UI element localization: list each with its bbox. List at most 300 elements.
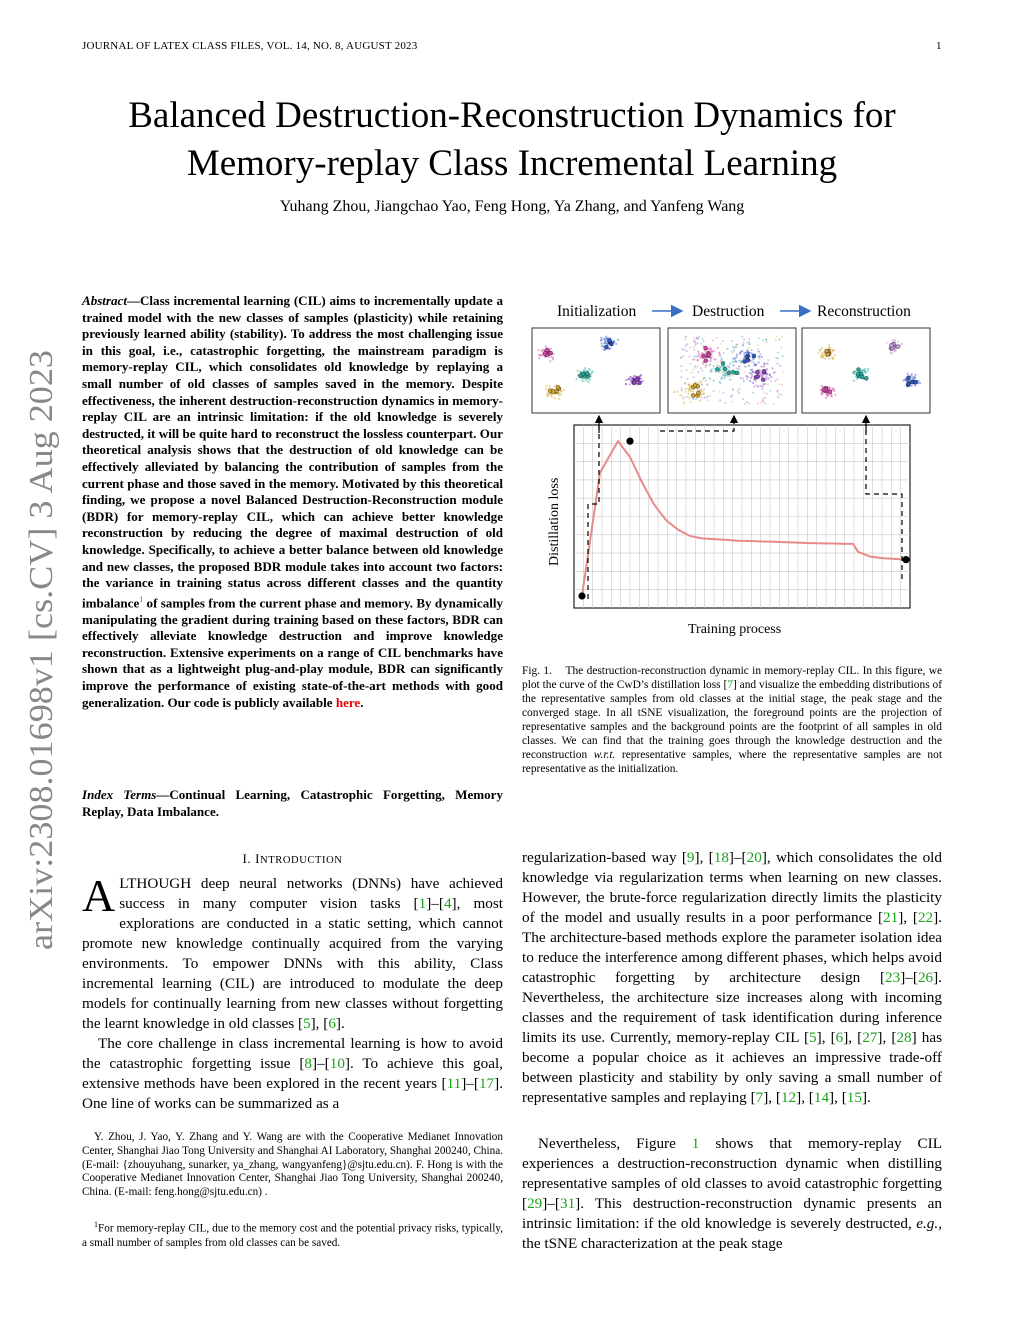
tsne-background-point bbox=[721, 358, 723, 360]
tsne-background-point bbox=[825, 397, 827, 399]
tsne-background-point bbox=[904, 378, 906, 380]
tsne-background-point bbox=[719, 399, 721, 401]
tsne-background-point bbox=[690, 401, 692, 403]
tsne-background-point bbox=[742, 398, 744, 400]
tsne-background-point bbox=[773, 403, 775, 405]
citation-sep: ]–[ bbox=[728, 849, 747, 866]
tsne-background-point bbox=[828, 358, 830, 360]
tsne-background-point bbox=[718, 371, 720, 373]
citation-link[interactable]: 7 bbox=[755, 1089, 764, 1106]
tsne-background-point bbox=[775, 357, 777, 359]
tsne-representative-point bbox=[551, 389, 555, 393]
tsne-background-point bbox=[538, 354, 540, 356]
tsne-background-point bbox=[755, 384, 757, 386]
stage-label-reconstruction: Reconstruction bbox=[817, 303, 911, 320]
tsne-background-point bbox=[763, 392, 765, 394]
tsne-background-point bbox=[760, 402, 762, 404]
tsne-representative-point bbox=[745, 359, 749, 363]
tsne-background-point bbox=[776, 336, 778, 338]
tsne-background-point bbox=[730, 396, 732, 398]
footnote-mark: 1 bbox=[94, 1220, 98, 1229]
tsne-background-point bbox=[867, 369, 869, 371]
tsne-background-point bbox=[690, 363, 692, 365]
tsne-background-point bbox=[551, 396, 553, 398]
tsne-background-point bbox=[757, 385, 759, 387]
citation-sep: ], [ bbox=[694, 849, 714, 866]
footnote-1 bbox=[82, 1218, 503, 1250]
tsne-background-point bbox=[749, 380, 751, 382]
citation-link[interactable]: 8 bbox=[304, 1055, 312, 1072]
tsne-background-point bbox=[907, 373, 909, 375]
tsne-background-point bbox=[750, 369, 752, 371]
tsne-background-point bbox=[829, 387, 831, 389]
tsne-background-point bbox=[608, 348, 610, 350]
tsne-representative-point bbox=[822, 388, 826, 392]
figure-caption bbox=[522, 664, 942, 776]
tsne-background-point bbox=[577, 370, 579, 372]
tsne-background-point bbox=[760, 366, 762, 368]
tsne-background-point bbox=[704, 377, 706, 379]
tsne-background-point bbox=[765, 383, 767, 385]
tsne-background-point bbox=[914, 374, 916, 376]
tsne-background-point bbox=[684, 383, 686, 385]
citation-link[interactable]: 11 bbox=[446, 1075, 462, 1092]
citation-sep: ]–[ bbox=[461, 1075, 479, 1092]
tsne-background-point bbox=[713, 350, 715, 352]
tsne-background-point bbox=[695, 398, 697, 400]
tsne-background-point bbox=[713, 380, 715, 382]
tsne-background-point bbox=[603, 342, 605, 344]
tsne-background-point bbox=[732, 347, 734, 349]
tsne-background-point bbox=[716, 365, 718, 367]
y-axis-label: Distillation loss bbox=[547, 477, 562, 566]
tsne-background-point bbox=[752, 382, 754, 384]
tsne-background-point bbox=[640, 374, 642, 376]
tsne-background-point bbox=[768, 378, 770, 380]
tsne-background-point bbox=[757, 348, 759, 350]
rc1-end: ]. bbox=[861, 1089, 871, 1106]
tsne-background-point bbox=[782, 355, 784, 357]
tsne-background-point bbox=[688, 390, 690, 392]
tsne-background-point bbox=[752, 371, 754, 373]
rc1-text: ], which consolidates the old knowledge via regularization terms when learning on new classes. However, the brute-force regularization directly limits the plasticity of the model and usually results in a poor performance [ bbox=[522, 849, 942, 926]
tsne-background-point bbox=[726, 348, 728, 350]
tsne-background-point bbox=[584, 379, 586, 381]
tsne-background-point bbox=[700, 367, 702, 369]
tsne-background-point bbox=[777, 389, 779, 391]
tsne-background-point bbox=[693, 346, 695, 348]
tsne-background-point bbox=[743, 380, 745, 382]
tsne-background-point bbox=[682, 356, 684, 358]
tsne-representative-point bbox=[604, 345, 608, 349]
tsne-background-point bbox=[587, 381, 589, 383]
citation-sep: ], [ bbox=[816, 1029, 836, 1046]
tsne-background-point bbox=[601, 345, 603, 347]
tsne-background-point bbox=[775, 380, 777, 382]
tsne-representative-point bbox=[578, 374, 582, 378]
tsne-background-point bbox=[693, 336, 695, 338]
tsne-representative-point bbox=[545, 348, 549, 352]
tsne-background-point bbox=[758, 337, 760, 339]
tsne-background-point bbox=[853, 380, 855, 382]
tsne-background-point bbox=[700, 343, 702, 345]
tsne-background-point bbox=[711, 368, 713, 370]
tsne-background-point bbox=[834, 354, 836, 356]
tsne-background-point bbox=[818, 350, 820, 352]
tsne-background-point bbox=[764, 397, 766, 399]
rc1-text: regularization-based way [ bbox=[522, 849, 687, 866]
stage-label-initialization: Initialization bbox=[557, 303, 637, 320]
tsne-representative-point bbox=[727, 371, 731, 375]
section-numeral: I. bbox=[242, 851, 252, 866]
tsne-background-point bbox=[766, 362, 768, 364]
tsne-background-point bbox=[689, 347, 691, 349]
tsne-background-point bbox=[782, 371, 784, 373]
tsne-background-point bbox=[690, 390, 692, 392]
tsne-background-point bbox=[744, 366, 746, 368]
tsne-background-point bbox=[700, 396, 702, 398]
tsne-representative-point bbox=[704, 346, 708, 350]
tsne-background-point bbox=[694, 365, 696, 367]
tsne-background-point bbox=[729, 362, 731, 364]
section-heading bbox=[82, 851, 503, 867]
tsne-background-point bbox=[758, 356, 760, 358]
tsne-background-point bbox=[625, 383, 627, 385]
tsne-background-point bbox=[606, 343, 608, 345]
tsne-background-point bbox=[680, 365, 682, 367]
tsne-background-point bbox=[864, 370, 866, 372]
figure-link[interactable]: 1 bbox=[691, 1135, 700, 1152]
tsne-background-point bbox=[685, 388, 687, 390]
citation-link[interactable]: 5 bbox=[303, 1015, 311, 1032]
tsne-representative-point bbox=[721, 361, 725, 365]
abstract-text: —Class incremental learning (CIL) aims to incrementally update a trained model with the new classes of samples (plasticity) while retaining previously learned ability (stability). To address the most challenging issue in this goal, i.e., catastrophic forgetting, the mainstream paradigm is memory-replay CIL, which consolidates old knowledge by replaying a small number of old classes of samples saved in the memory. Despite effectiveness, the inherent destruction-reconstruction dynamics in memory-replay CIL are an intrinsic limitation: if the old knowledge is severely destructed, it will be quite hard to reconstruct the lossless counterpart. Our theoretical analysis shows that the destruction of old knowledge can be effectively alleviated by balancing the contribution of samples from the current phase and those saved in the memory. Motivated by this theoretical finding, we propose a novel Balanced Destruction-Reconstruction module (BDR) for memory-replay CIL, which can achieve better knowledge reconstruction by reducing the degree of maximal destruction of old knowledge. Specifically, to achieve a better balance between old knowledge and new classes, the proposed BDR module takes into account two factors: the variance in training status across different classes and the quantity imbalance bbox=[82, 293, 503, 611]
citation-link[interactable]: 22 bbox=[917, 909, 934, 926]
rc1-text: ]. Nevertheless, the architecture size increases along with incoming classes and the requirement of task identification during inference limits its use. Currently, memory-replay CIL [ bbox=[522, 969, 942, 1046]
tsne-background-point bbox=[748, 338, 750, 340]
tsne-background-point bbox=[613, 341, 615, 343]
tsne-background-point bbox=[701, 384, 703, 386]
intro-lead: LTHOUGH bbox=[119, 875, 192, 892]
tsne-panel-reconstruction bbox=[802, 328, 930, 413]
x-axis-label: Training process bbox=[688, 622, 782, 637]
tsne-representative-point bbox=[633, 380, 637, 384]
tsne-representative-point bbox=[745, 355, 749, 359]
tsne-background-point bbox=[685, 345, 687, 347]
intro-end: ]. bbox=[335, 1015, 345, 1032]
tsne-background-point bbox=[700, 381, 702, 383]
tsne-background-point bbox=[697, 371, 699, 373]
tsne-background-point bbox=[681, 396, 683, 398]
citation-link[interactable]: 9 bbox=[686, 849, 695, 866]
tsne-background-point bbox=[731, 401, 733, 403]
index-terms-lead: Index Terms bbox=[82, 787, 157, 802]
tsne-background-point bbox=[720, 343, 722, 345]
curve-marker bbox=[902, 556, 909, 563]
tsne-background-point bbox=[679, 394, 681, 396]
tsne-background-point bbox=[732, 387, 734, 389]
citation-link[interactable]: 26 bbox=[917, 969, 934, 986]
citation-sep: ], [ bbox=[763, 1089, 781, 1106]
tsne-representative-point bbox=[556, 385, 560, 389]
tsne-background-point bbox=[748, 347, 750, 349]
curve-marker bbox=[626, 438, 633, 445]
tsne-background-point bbox=[734, 360, 736, 362]
tsne-background-point bbox=[688, 397, 690, 399]
citation-link[interactable]: 5 bbox=[809, 1029, 817, 1046]
tsne-background-point bbox=[862, 369, 864, 371]
tsne-background-point bbox=[732, 361, 734, 363]
drop-cap: A bbox=[82, 870, 116, 921]
tsne-background-point bbox=[673, 391, 675, 393]
tsne-background-point bbox=[685, 369, 687, 371]
tsne-background-point bbox=[834, 394, 836, 396]
citation-link[interactable]: 4 bbox=[443, 895, 452, 912]
citation-link[interactable]: 6 bbox=[328, 1015, 336, 1032]
tsne-background-point bbox=[762, 386, 764, 388]
intro-text-a: deep neural networks (DNNs) have achieved success in many computer vision tasks [ bbox=[119, 875, 503, 912]
intro-text-b: ], most explorations are conducted in a static setting, which cannot promote new knowledge continually acquired from the varying environments. To empower DNNs with this ability, Class incremental learning (CIL) are introduced to modulate the deep models for continually learning from new classes without forgetting the learnt knowledge in old classes [ bbox=[82, 895, 503, 1032]
tsne-background-point bbox=[560, 394, 562, 396]
tsne-representative-point bbox=[585, 372, 589, 376]
citation-link[interactable]: 28 bbox=[896, 1029, 912, 1046]
tsne-background-point bbox=[696, 359, 698, 361]
rc2-eg: e.g., bbox=[916, 1215, 942, 1232]
tsne-background-point bbox=[760, 385, 762, 387]
citation-link[interactable]: 15 bbox=[846, 1089, 862, 1106]
tsne-background-point bbox=[696, 342, 698, 344]
tsne-background-point bbox=[719, 391, 721, 393]
tsne-background-point bbox=[537, 349, 539, 351]
tsne-background-point bbox=[911, 373, 913, 375]
tsne-background-point bbox=[615, 343, 617, 345]
citation-link[interactable]: 21 bbox=[883, 909, 899, 926]
tsne-background-point bbox=[689, 386, 691, 388]
intro2-end: ]. One line of works can be summarized as a bbox=[82, 1075, 503, 1112]
tsne-background-point bbox=[709, 395, 711, 397]
tsne-background-point bbox=[742, 342, 744, 344]
tsne-background-point bbox=[552, 356, 554, 358]
tsne-background-point bbox=[764, 402, 766, 404]
tsne-background-point bbox=[543, 349, 545, 351]
caption-text-c: representative samples, where the representative samples are not representative as the initialization. bbox=[522, 749, 942, 775]
tsne-background-point bbox=[821, 347, 823, 349]
tsne-background-point bbox=[761, 356, 763, 358]
tsne-background-point bbox=[600, 342, 602, 344]
tsne-background-point bbox=[761, 388, 763, 390]
tsne-background-point bbox=[680, 357, 682, 359]
citation-link[interactable]: 29 bbox=[527, 1195, 543, 1212]
tsne-background-point bbox=[700, 394, 702, 396]
citation-link[interactable]: 12 bbox=[780, 1089, 797, 1106]
citation-link[interactable]: 27 bbox=[862, 1029, 878, 1046]
abstract-end: . bbox=[360, 694, 364, 710]
tsne-background-point bbox=[891, 352, 893, 354]
tsne-background-point bbox=[703, 340, 705, 342]
tsne-background-point bbox=[762, 339, 764, 341]
tsne-background-point bbox=[767, 383, 769, 385]
tsne-representative-point bbox=[691, 393, 695, 397]
citation-link[interactable]: 18 bbox=[713, 849, 729, 866]
tsne-background-point bbox=[750, 373, 752, 375]
citation-sep: ]–[ bbox=[426, 895, 444, 912]
tsne-background-point bbox=[713, 365, 715, 367]
tsne-representative-point bbox=[761, 378, 765, 382]
tsne-background-point bbox=[698, 353, 700, 355]
tsne-background-point bbox=[681, 389, 683, 391]
citation-sep: ]–[ bbox=[542, 1195, 560, 1212]
tsne-background-point bbox=[828, 346, 830, 348]
tsne-representative-point bbox=[755, 370, 759, 374]
citation-link[interactable]: 17 bbox=[478, 1075, 495, 1092]
tsne-background-point bbox=[701, 370, 703, 372]
tsne-background-point bbox=[711, 350, 713, 352]
footnote-link-1[interactable]: 1 bbox=[139, 594, 144, 604]
tsne-background-point bbox=[747, 376, 749, 378]
tsne-background-point bbox=[702, 362, 704, 364]
tsne-background-point bbox=[548, 385, 550, 387]
citation-link[interactable]: 6 bbox=[835, 1029, 844, 1046]
tsne-background-point bbox=[589, 368, 591, 370]
tsne-background-point bbox=[742, 344, 744, 346]
tsne-background-point bbox=[698, 336, 700, 338]
tsne-background-point bbox=[737, 389, 739, 391]
title-line-2: Memory-replay Class Incremental Learning bbox=[186, 143, 838, 184]
tsne-background-point bbox=[910, 385, 912, 387]
section-rest: NTRODUCTION bbox=[260, 855, 343, 866]
tsne-background-point bbox=[777, 396, 779, 398]
tsne-background-point bbox=[763, 365, 765, 367]
tsne-background-point bbox=[721, 365, 723, 367]
tsne-background-point bbox=[582, 380, 584, 382]
figure-1 bbox=[522, 298, 942, 643]
tsne-background-point bbox=[692, 358, 694, 360]
tsne-background-point bbox=[691, 372, 693, 374]
tsne-background-point bbox=[604, 340, 606, 342]
tsne-background-point bbox=[629, 376, 631, 378]
tsne-representative-point bbox=[756, 375, 760, 379]
tsne-representative-point bbox=[723, 367, 727, 371]
tsne-background-point bbox=[781, 384, 783, 386]
tsne-background-point bbox=[697, 365, 699, 367]
tsne-background-point bbox=[741, 350, 743, 352]
tsne-background-point bbox=[692, 390, 694, 392]
tsne-background-point bbox=[584, 367, 586, 369]
tsne-background-point bbox=[735, 346, 737, 348]
tsne-background-point bbox=[558, 398, 560, 400]
tsne-background-point bbox=[731, 374, 733, 376]
tsne-background-point bbox=[765, 339, 767, 341]
citation-link[interactable]: 10 bbox=[329, 1055, 345, 1072]
tsne-background-point bbox=[563, 389, 565, 391]
tsne-background-point bbox=[751, 349, 753, 351]
running-head: JOURNAL OF LATEX CLASS FILES, VOL. 14, NO. 8, AUGUST 2023 bbox=[82, 40, 418, 52]
tsne-background-point bbox=[817, 352, 819, 354]
tsne-background-point bbox=[704, 366, 706, 368]
tsne-background-point bbox=[852, 372, 854, 374]
tsne-background-point bbox=[713, 368, 715, 370]
tsne-background-point bbox=[727, 365, 729, 367]
tsne-background-point bbox=[709, 357, 711, 359]
tsne-background-point bbox=[546, 395, 548, 397]
tsne-background-point bbox=[713, 358, 715, 360]
tsne-background-point bbox=[779, 365, 781, 367]
code-link[interactable]: here bbox=[335, 694, 361, 710]
tsne-background-point bbox=[744, 403, 746, 405]
citation-link[interactable]: 14 bbox=[813, 1089, 830, 1106]
tsne-background-point bbox=[693, 349, 695, 351]
tsne-background-point bbox=[719, 365, 721, 367]
tsne-background-point bbox=[684, 401, 686, 403]
tsne-background-point bbox=[771, 367, 773, 369]
citation-sep: ], [ bbox=[843, 1029, 863, 1046]
tsne-background-point bbox=[833, 390, 835, 392]
rc2-text: shows that memory-replay CIL experiences a destruction-reconstruction dynamic when distilling representative samples of old classes to avoid catastrophic forgetting [ bbox=[522, 1135, 942, 1212]
tsne-background-point bbox=[709, 360, 711, 362]
tsne-background-point bbox=[778, 383, 780, 385]
tsne-background-point bbox=[713, 390, 715, 392]
tsne-background-point bbox=[600, 339, 602, 341]
citation-link[interactable]: 7 bbox=[727, 679, 733, 691]
tsne-background-point bbox=[740, 361, 742, 363]
tsne-background-point bbox=[752, 391, 754, 393]
caption-wrt: w.r.t. bbox=[593, 749, 616, 761]
tsne-background-point bbox=[762, 401, 764, 403]
tsne-representative-point bbox=[864, 376, 868, 380]
tsne-background-point bbox=[629, 383, 631, 385]
tsne-background-point bbox=[703, 393, 705, 395]
tsne-background-point bbox=[540, 350, 542, 352]
abstract bbox=[82, 293, 503, 711]
tsne-background-point bbox=[769, 374, 771, 376]
footnote-1-text: For memory-replay CIL, due to the memory cost and the potential privacy risks, typically, a small number of samples from old classes can be saved. bbox=[82, 1222, 503, 1249]
citation-link[interactable]: 20 bbox=[746, 849, 762, 866]
tsne-background-point bbox=[738, 368, 740, 370]
citation-link[interactable]: 31 bbox=[559, 1195, 576, 1212]
tsne-background-point bbox=[705, 364, 707, 366]
tsne-background-point bbox=[697, 350, 699, 352]
tsne-background-point bbox=[757, 344, 759, 346]
citation-link[interactable]: 1 bbox=[418, 895, 427, 912]
tsne-background-point bbox=[885, 342, 887, 344]
tsne-background-point bbox=[753, 386, 755, 388]
tsne-background-point bbox=[554, 397, 556, 399]
tsne-background-point bbox=[605, 336, 607, 338]
tsne-background-point bbox=[741, 336, 743, 338]
index-terms-text: —Continual Learning, Catastrophic Forgetting, Memory Replay, Data Imbalance. bbox=[82, 787, 503, 819]
tsne-background-point bbox=[704, 397, 706, 399]
tsne-representative-point bbox=[732, 370, 736, 374]
tsne-background-point bbox=[554, 385, 556, 387]
tsne-representative-point bbox=[696, 391, 700, 395]
tsne-representative-point bbox=[715, 367, 719, 371]
tsne-background-point bbox=[832, 350, 834, 352]
tsne-background-point bbox=[743, 339, 745, 341]
abstract-text-2: of samples from the current phase and memory. By dynamically manipulating the gradient during training based on these factors, BDR can effectively alleviate knowledge destruction and improve knowledge reconstruction. Extensive experiments on a range of CIL benchmarks have shown that as a lightweight plug-and-play module, BDR can significantly improve the performance of existing state-of-the-art methods with good generalization. Our code is publicly available bbox=[82, 595, 503, 710]
citation-link[interactable]: 23 bbox=[885, 969, 901, 986]
title-line-1: Balanced Destruction-Reconstruction Dynamics for bbox=[128, 95, 896, 136]
tsne-background-point bbox=[723, 377, 725, 379]
tsne-representative-point bbox=[702, 354, 706, 358]
tsne-background-point bbox=[740, 377, 742, 379]
tsne-background-point bbox=[591, 370, 593, 372]
tsne-background-point bbox=[777, 352, 779, 354]
tsne-background-point bbox=[763, 362, 765, 364]
tsne-representative-point bbox=[762, 369, 766, 373]
tsne-background-point bbox=[705, 380, 707, 382]
citation-sep: ], [ bbox=[877, 1029, 897, 1046]
tsne-background-point bbox=[893, 350, 895, 352]
